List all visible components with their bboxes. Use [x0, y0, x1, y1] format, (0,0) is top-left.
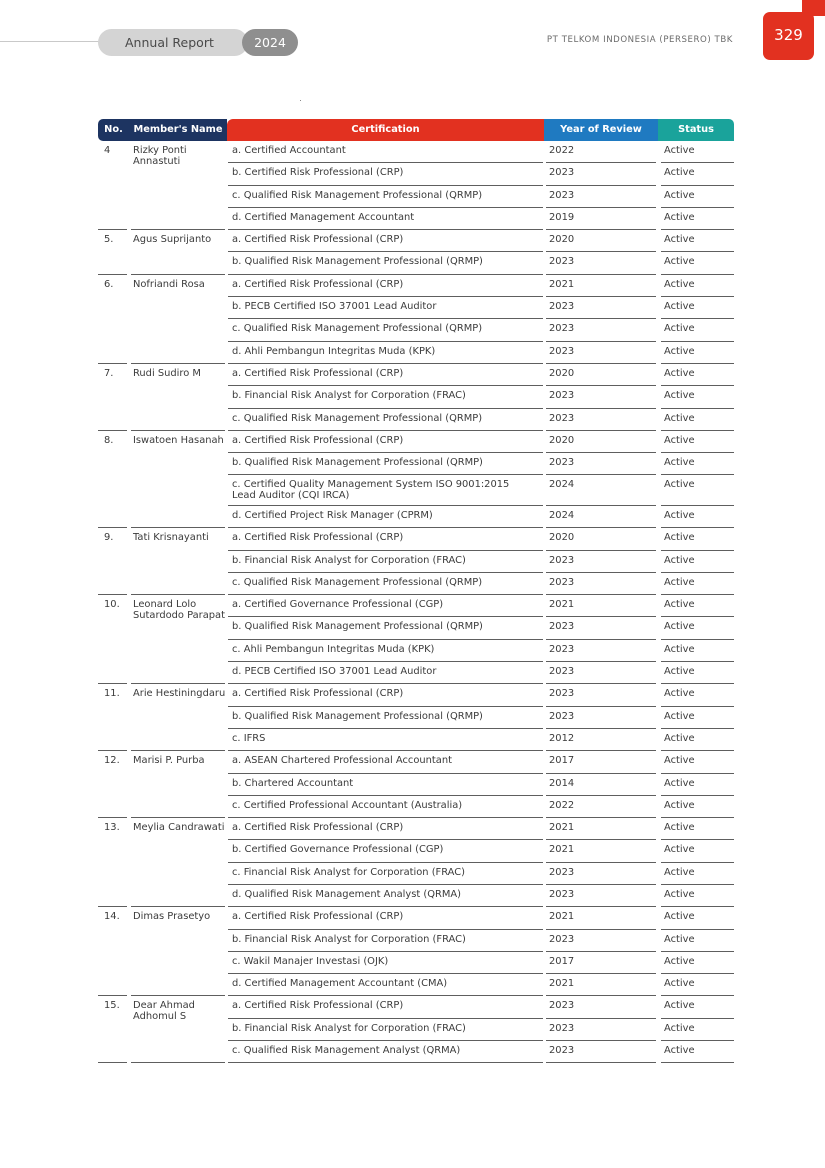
column-header-year: Year of Review: [544, 119, 658, 141]
status-cell: Active: [664, 1022, 695, 1034]
certification-cell: a. Certified Risk Professional (CRP): [232, 911, 404, 923]
member-number: 8.: [104, 434, 114, 446]
member-group: [98, 751, 734, 818]
member-name: Nofriandi Rosa: [133, 278, 205, 290]
year-cell: 2020: [549, 434, 575, 446]
certification-cell: a. Certified Accountant: [232, 145, 346, 156]
year-cell: 2024: [549, 509, 575, 521]
certification-cell: b. Qualified Risk Management Professional (QRMP): [232, 621, 483, 633]
year-cell: 2024: [549, 479, 575, 491]
certification-cell: c. Qualified Risk Management Professional (QRMP): [232, 576, 483, 588]
table-row: [98, 796, 734, 818]
status-cell: Active: [664, 509, 695, 521]
status-cell: Active: [664, 390, 695, 402]
table-row: [98, 208, 734, 230]
year-cell: 2023: [549, 390, 575, 402]
certification-cell: a. Certified Risk Professional (CRP): [232, 1000, 404, 1012]
member-name: Dear Ahmad Adhomul S: [133, 1000, 195, 1023]
member-separator: [131, 1062, 225, 1063]
certification-cell: d. Certified Management Accountant (CMA): [232, 978, 448, 990]
certification-cell: c. Certified Professional Accountant (Australia): [232, 799, 463, 811]
table-header: [98, 119, 734, 141]
year-cell: 2019: [549, 211, 575, 223]
member-group: [98, 528, 734, 595]
certification-cell: b. PECB Certified ISO 37001 Lead Auditor: [232, 301, 437, 313]
year-cell: 2023: [549, 666, 575, 678]
member-number: 4: [104, 145, 111, 156]
year-cell: 2017: [549, 755, 575, 767]
table-row: [98, 252, 734, 274]
status-cell: Active: [664, 844, 695, 856]
status-cell: Active: [664, 412, 695, 424]
status-cell: Active: [664, 710, 695, 722]
year-cell: 2021: [549, 822, 575, 834]
status-cell: Active: [664, 866, 695, 878]
table-row: [98, 863, 734, 885]
row-underline: [661, 1062, 734, 1063]
certification-table: [98, 119, 734, 1063]
year-cell: 2023: [549, 323, 575, 335]
status-cell: Active: [664, 911, 695, 923]
status-cell: Active: [664, 167, 695, 179]
certification-cell: d. Ahli Pembangun Integritas Muda (KPK): [232, 345, 436, 357]
member-number: 11.: [104, 688, 120, 700]
year-cell: 2023: [549, 643, 575, 655]
table-row: [98, 885, 734, 907]
row-underline: [228, 1062, 543, 1063]
table-row: [98, 952, 734, 974]
year-cell: 2023: [549, 189, 575, 201]
table-row: [98, 930, 734, 952]
year-cell: 2021: [549, 278, 575, 290]
status-cell: Active: [664, 955, 695, 967]
table-row: [98, 974, 734, 996]
year-cell: 2023: [549, 301, 575, 313]
certification-cell: b. Certified Risk Professional (CRP): [232, 167, 404, 179]
year-cell: 2023: [549, 554, 575, 566]
certification-cell: b. Financial Risk Analyst for Corporation (FRAC): [232, 933, 466, 945]
status-cell: Active: [664, 599, 695, 611]
certification-cell: c. IFRS: [232, 732, 266, 744]
status-cell: Active: [664, 345, 695, 357]
year-cell: 2021: [549, 911, 575, 923]
year-cell: 2023: [549, 412, 575, 424]
table-row: [98, 640, 734, 662]
status-cell: Active: [664, 978, 695, 990]
table-row: [98, 1041, 734, 1063]
table-row: [98, 662, 734, 684]
year-cell: 2023: [549, 1022, 575, 1034]
status-cell: Active: [664, 576, 695, 588]
member-number: 13.: [104, 822, 120, 834]
member-name: Arie Hestiningdaru: [133, 688, 226, 700]
member-group: [98, 595, 734, 684]
certification-cell: a. Certified Risk Professional (CRP): [232, 434, 404, 446]
year-cell: 2020: [549, 532, 575, 544]
row-underline: [546, 1062, 656, 1063]
member-name: Iswatoen Hasanah: [133, 434, 224, 446]
status-cell: Active: [664, 434, 695, 446]
member-number: 6.: [104, 278, 114, 290]
status-cell: Active: [664, 1000, 695, 1012]
status-cell: Active: [664, 301, 695, 313]
year-cell: 2023: [549, 621, 575, 633]
report-year: 2024: [242, 29, 298, 56]
certification-cell: b. Financial Risk Analyst for Corporation (FRAC): [232, 390, 466, 402]
member-number: 10.: [104, 599, 120, 611]
table-body: [98, 141, 734, 1063]
status-cell: Active: [664, 367, 695, 379]
status-cell: Active: [664, 532, 695, 544]
year-cell: 2017: [549, 955, 575, 967]
table-row: [98, 840, 734, 862]
member-number: 12.: [104, 755, 120, 767]
page-number: 329: [763, 12, 814, 60]
member-group: [98, 141, 734, 230]
status-cell: Active: [664, 234, 695, 246]
status-cell: Active: [664, 278, 695, 290]
certification-cell: a. Certified Risk Professional (CRP): [232, 532, 404, 544]
status-cell: Active: [664, 822, 695, 834]
certification-cell: b. Certified Governance Professional (CGP): [232, 844, 444, 856]
year-cell: 2023: [549, 256, 575, 268]
status-cell: Active: [664, 799, 695, 811]
table-row: [98, 186, 734, 208]
certification-cell: a. Certified Risk Professional (CRP): [232, 278, 404, 290]
certification-cell: a. Certified Risk Professional (CRP): [232, 688, 404, 700]
status-cell: Active: [664, 688, 695, 700]
member-name: Rizky Ponti Annastuti: [133, 145, 187, 167]
member-number: 15.: [104, 1000, 120, 1012]
year-cell: 2023: [549, 1045, 575, 1057]
member-name: Dimas Prasetyo: [133, 911, 211, 923]
status-cell: Active: [664, 621, 695, 633]
member-group: [98, 907, 734, 996]
certification-cell: d. PECB Certified ISO 37001 Lead Auditor: [232, 666, 437, 678]
certification-cell: d. Certified Management Accountant: [232, 211, 415, 223]
year-cell: 2023: [549, 1000, 575, 1012]
table-row: [98, 551, 734, 573]
table-row: [98, 475, 734, 506]
certification-cell: b. Qualified Risk Management Professional (QRMP): [232, 256, 483, 268]
status-cell: Active: [664, 643, 695, 655]
certification-cell: d. Qualified Risk Management Analyst (QRMA): [232, 889, 462, 900]
year-cell: 2012: [549, 732, 575, 744]
status-cell: Active: [664, 211, 695, 223]
year-cell: 2023: [549, 688, 575, 700]
member-group: [98, 364, 734, 431]
status-cell: Active: [664, 323, 695, 335]
column-header-no: No.: [98, 119, 129, 141]
status-cell: Active: [664, 457, 695, 469]
year-cell: 2023: [549, 933, 575, 945]
header-rule: [0, 41, 110, 42]
year-cell: 2022: [549, 799, 575, 811]
status-cell: Active: [664, 145, 695, 156]
certification-cell: c. Financial Risk Analyst for Corporation (FRAC): [232, 866, 466, 878]
year-cell: 2014: [549, 777, 575, 789]
table-row: [98, 297, 734, 319]
certification-cell: c. Ahli Pembangun Integritas Muda (KPK): [232, 643, 435, 655]
member-group: [98, 818, 734, 907]
table-row: [98, 506, 734, 528]
member-group: [98, 996, 734, 1063]
certification-cell: b. Financial Risk Analyst for Corporation (FRAC): [232, 1022, 466, 1034]
year-cell: 2020: [549, 234, 575, 246]
member-name: Agus Suprijanto: [133, 234, 212, 246]
status-cell: Active: [664, 479, 695, 491]
year-cell: 2023: [549, 345, 575, 357]
column-header-status: Status: [658, 119, 734, 141]
certification-cell: c. Qualified Risk Management Professional (QRMP): [232, 412, 483, 424]
member-group: [98, 275, 734, 364]
company-name: PT TELKOM INDONESIA (PERSERO) TBK: [546, 35, 733, 45]
member-number: 5.: [104, 234, 114, 246]
member-group: [98, 684, 734, 751]
year-cell: 2021: [549, 844, 575, 856]
member-name: Tati Krisnayanti: [133, 532, 209, 544]
year-cell: 2023: [549, 167, 575, 179]
certification-cell: b. Qualified Risk Management Professional (QRMP): [232, 457, 483, 469]
member-group: [98, 431, 734, 528]
stray-dot: [300, 100, 301, 101]
status-cell: Active: [664, 777, 695, 789]
table-row: [98, 453, 734, 475]
year-cell: 2021: [549, 599, 575, 611]
table-row: [98, 342, 734, 364]
certification-cell: d. Certified Project Risk Manager (CPRM): [232, 509, 433, 521]
certification-cell: a. ASEAN Chartered Professional Accountant: [232, 755, 452, 767]
year-cell: 2023: [549, 710, 575, 722]
certification-cell: a. Certified Risk Professional (CRP): [232, 367, 404, 379]
certification-cell: c. Qualified Risk Management Analyst (QRMA): [232, 1045, 461, 1057]
status-cell: Active: [664, 189, 695, 201]
status-cell: Active: [664, 755, 695, 767]
year-cell: 2023: [549, 866, 575, 878]
member-name: Leonard Lolo Sutardodo Parapat: [133, 599, 225, 622]
table-row: [98, 319, 734, 341]
year-cell: 2023: [549, 457, 575, 469]
year-cell: 2020: [549, 367, 575, 379]
certification-cell: c. Qualified Risk Management Professional (QRMP): [232, 189, 483, 201]
column-header-name: Member's Name: [129, 119, 227, 141]
year-cell: 2023: [549, 576, 575, 588]
status-cell: Active: [664, 1045, 695, 1057]
certification-cell: a. Certified Governance Professional (CGP): [232, 599, 444, 611]
member-group: [98, 230, 734, 275]
table-row: [98, 386, 734, 408]
year-cell: 2023: [549, 889, 575, 900]
status-cell: Active: [664, 933, 695, 945]
certification-cell: c. Qualified Risk Management Professional (QRMP): [232, 323, 483, 335]
table-row: [98, 774, 734, 796]
table-row: [98, 409, 734, 431]
certification-cell: c. Certified Quality Management System ISO 9001:2015 Lead Auditor (CQI IRCA): [232, 479, 510, 502]
report-label: Annual Report: [98, 29, 248, 56]
member-name: Meylia Candrawati: [133, 822, 225, 834]
certification-cell: b. Chartered Accountant: [232, 777, 354, 789]
status-cell: Active: [664, 732, 695, 744]
table-row: [98, 707, 734, 729]
status-cell: Active: [664, 666, 695, 678]
table-row: [98, 573, 734, 595]
certification-cell: a. Certified Risk Professional (CRP): [232, 822, 404, 834]
certification-cell: b. Financial Risk Analyst for Corporation (FRAC): [232, 554, 466, 566]
column-header-certification: Certification: [227, 119, 544, 141]
member-name: Marisi P. Purba: [133, 755, 205, 767]
member-name: Rudi Sudiro M: [133, 367, 201, 379]
member-number: 9.: [104, 532, 114, 544]
status-cell: Active: [664, 889, 695, 900]
year-cell: 2022: [549, 145, 575, 156]
member-number: 7.: [104, 367, 114, 379]
member-number: 14.: [104, 911, 120, 923]
certification-cell: a. Certified Risk Professional (CRP): [232, 234, 404, 246]
year-cell: 2021: [549, 978, 575, 990]
status-cell: Active: [664, 554, 695, 566]
status-cell: Active: [664, 256, 695, 268]
certification-cell: b. Qualified Risk Management Professional (QRMP): [232, 710, 483, 722]
table-row: [98, 729, 734, 751]
certification-cell: c. Wakil Manajer Investasi (OJK): [232, 955, 389, 967]
member-separator: [98, 1062, 127, 1063]
